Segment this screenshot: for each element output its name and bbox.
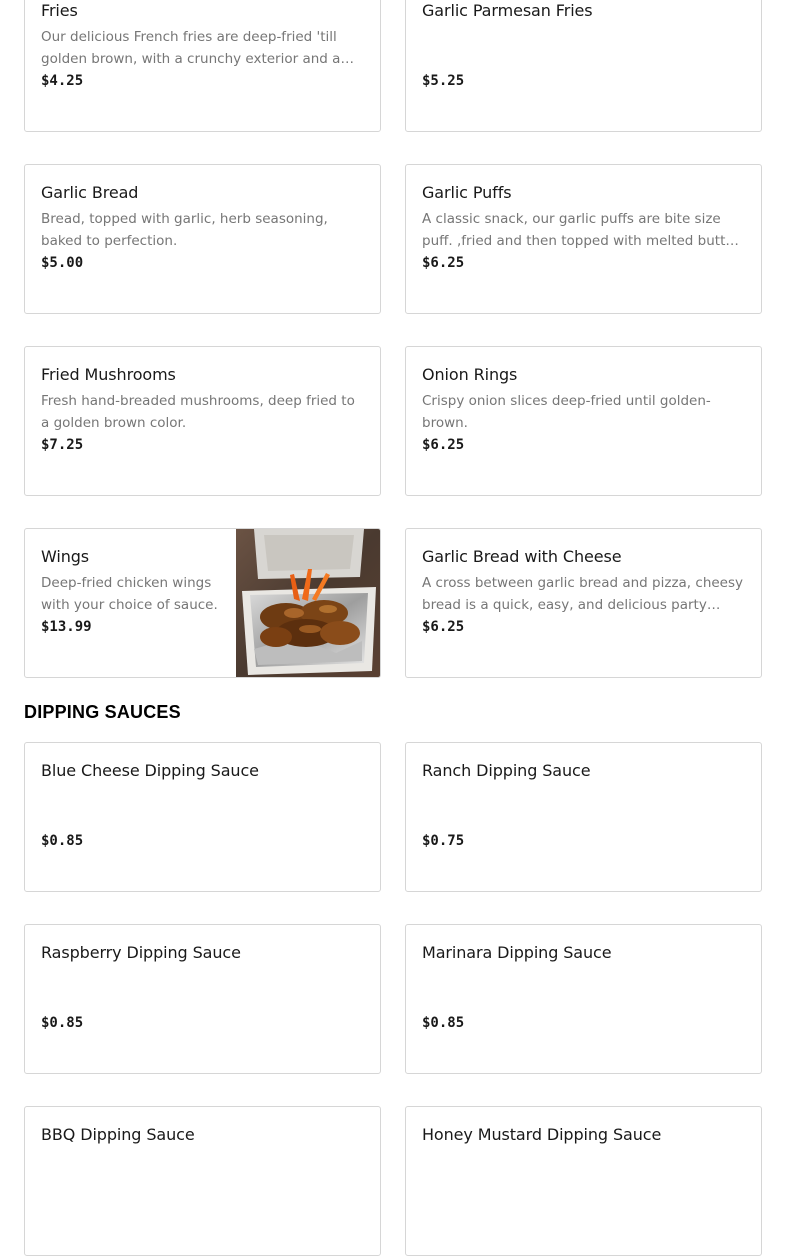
menu-item-body <box>41 941 364 1057</box>
menu-item-price: $6.25 <box>422 255 465 271</box>
menu-item-price: $0.85 <box>422 1015 465 1031</box>
wings-photo-image <box>236 529 380 677</box>
menu-item-price: $5.25 <box>422 73 465 89</box>
menu-item-marinara-dipping-sauce[interactable] <box>405 924 762 1074</box>
menu-item-name: Fries <box>41 1 78 20</box>
menu-item-garlic-puffs[interactable] <box>405 164 762 314</box>
menu-item-name: Garlic Bread with Cheese <box>422 547 622 566</box>
menu-item-description: Fresh hand-breaded mushrooms, deep fried to a golden brown color. <box>41 393 355 431</box>
menu-item-fries[interactable] <box>24 0 381 132</box>
menu-item-ranch-dipping-sauce[interactable] <box>405 742 762 892</box>
menu-item-name: Ranch Dipping Sauce <box>422 761 591 780</box>
menu-item-name: Honey Mustard Dipping Sauce <box>422 1125 662 1144</box>
menu-item-price: $4.25 <box>41 73 84 89</box>
menu-item-body <box>422 1123 745 1239</box>
menu-item-body <box>422 181 745 297</box>
menu-item-body <box>41 181 364 297</box>
menu-item-name: Blue Cheese Dipping Sauce <box>41 761 259 780</box>
menu-item-body <box>422 545 745 661</box>
menu-item-garlic-bread-with-cheese[interactable] <box>405 528 762 678</box>
menu-item-name: Fried Mushrooms <box>41 365 176 384</box>
menu-item-price: $7.25 <box>41 437 84 453</box>
menu-item-body <box>41 759 364 875</box>
menu-item-name: Raspberry Dipping Sauce <box>41 943 241 962</box>
menu-item-price: $0.75 <box>422 833 465 849</box>
menu-item-name: Onion Rings <box>422 365 518 384</box>
menu-item-name: BBQ Dipping Sauce <box>41 1125 195 1144</box>
menu-item-body <box>422 363 745 479</box>
menu-item-raspberry-dipping-sauce[interactable] <box>24 924 381 1074</box>
menu-item-price: $0.85 <box>41 1015 84 1031</box>
menu-item-body <box>422 941 745 1057</box>
menu-item-price: $0.85 <box>41 833 84 849</box>
menu-item-name: Garlic Bread <box>41 183 139 202</box>
menu-item-description: Bread, topped with garlic, herb seasoning, baked to perfection. <box>41 211 328 249</box>
menu-item-onion-rings[interactable] <box>405 346 762 496</box>
menu-item-body <box>41 0 364 115</box>
menu-item-body <box>422 759 745 875</box>
menu-item-name: Garlic Puffs <box>422 183 512 202</box>
menu-item-blue-cheese-dipping-sauce[interactable] <box>24 742 381 892</box>
menu-item-price: $6.25 <box>422 437 465 453</box>
menu-item-garlic-bread[interactable] <box>24 164 381 314</box>
menu-item-honey-mustard-dipping-sauce[interactable] <box>405 1106 762 1256</box>
menu-item-fried-mushrooms[interactable] <box>24 346 381 496</box>
menu-item-description: Deep-fried chicken wings with your choice of sauce. <box>41 575 218 613</box>
menu-item-body <box>422 0 745 115</box>
menu-item-name: Garlic Parmesan Fries <box>422 1 593 20</box>
section-title-dipping-sauces: DIPPING SAUCES <box>24 702 181 722</box>
menu-item-price: $13.99 <box>41 619 92 635</box>
menu-item-name: Marinara Dipping Sauce <box>422 943 612 962</box>
menu-item-price: $5.00 <box>41 255 84 271</box>
wings-photo <box>236 529 380 677</box>
menu-item-wings[interactable] <box>24 528 381 678</box>
menu-item-garlic-parmesan-fries[interactable] <box>405 0 762 132</box>
menu-item-body <box>41 1123 364 1239</box>
menu-item-description: A cross between garlic bread and pizza, cheesy bread is a quick, easy, and delicious party <box>422 575 744 613</box>
menu-item-price: $6.25 <box>422 619 465 635</box>
menu-item-description: A classic snack, our garlic puffs are bite size puff. ,fried and then topped with melted butter, <box>422 211 744 249</box>
menu-item-bbq-dipping-sauce[interactable] <box>24 1106 381 1256</box>
menu-item-name: Wings <box>41 547 90 566</box>
menu-item-body <box>41 363 364 479</box>
menu-item-description: Our delicious French fries are deep-fried 'till golden brown, with a crunchy exterior and a <box>41 29 341 67</box>
menu-item-body <box>41 545 220 661</box>
menu-item-description: Crispy onion slices deep-fried until golden-brown. <box>422 393 711 431</box>
